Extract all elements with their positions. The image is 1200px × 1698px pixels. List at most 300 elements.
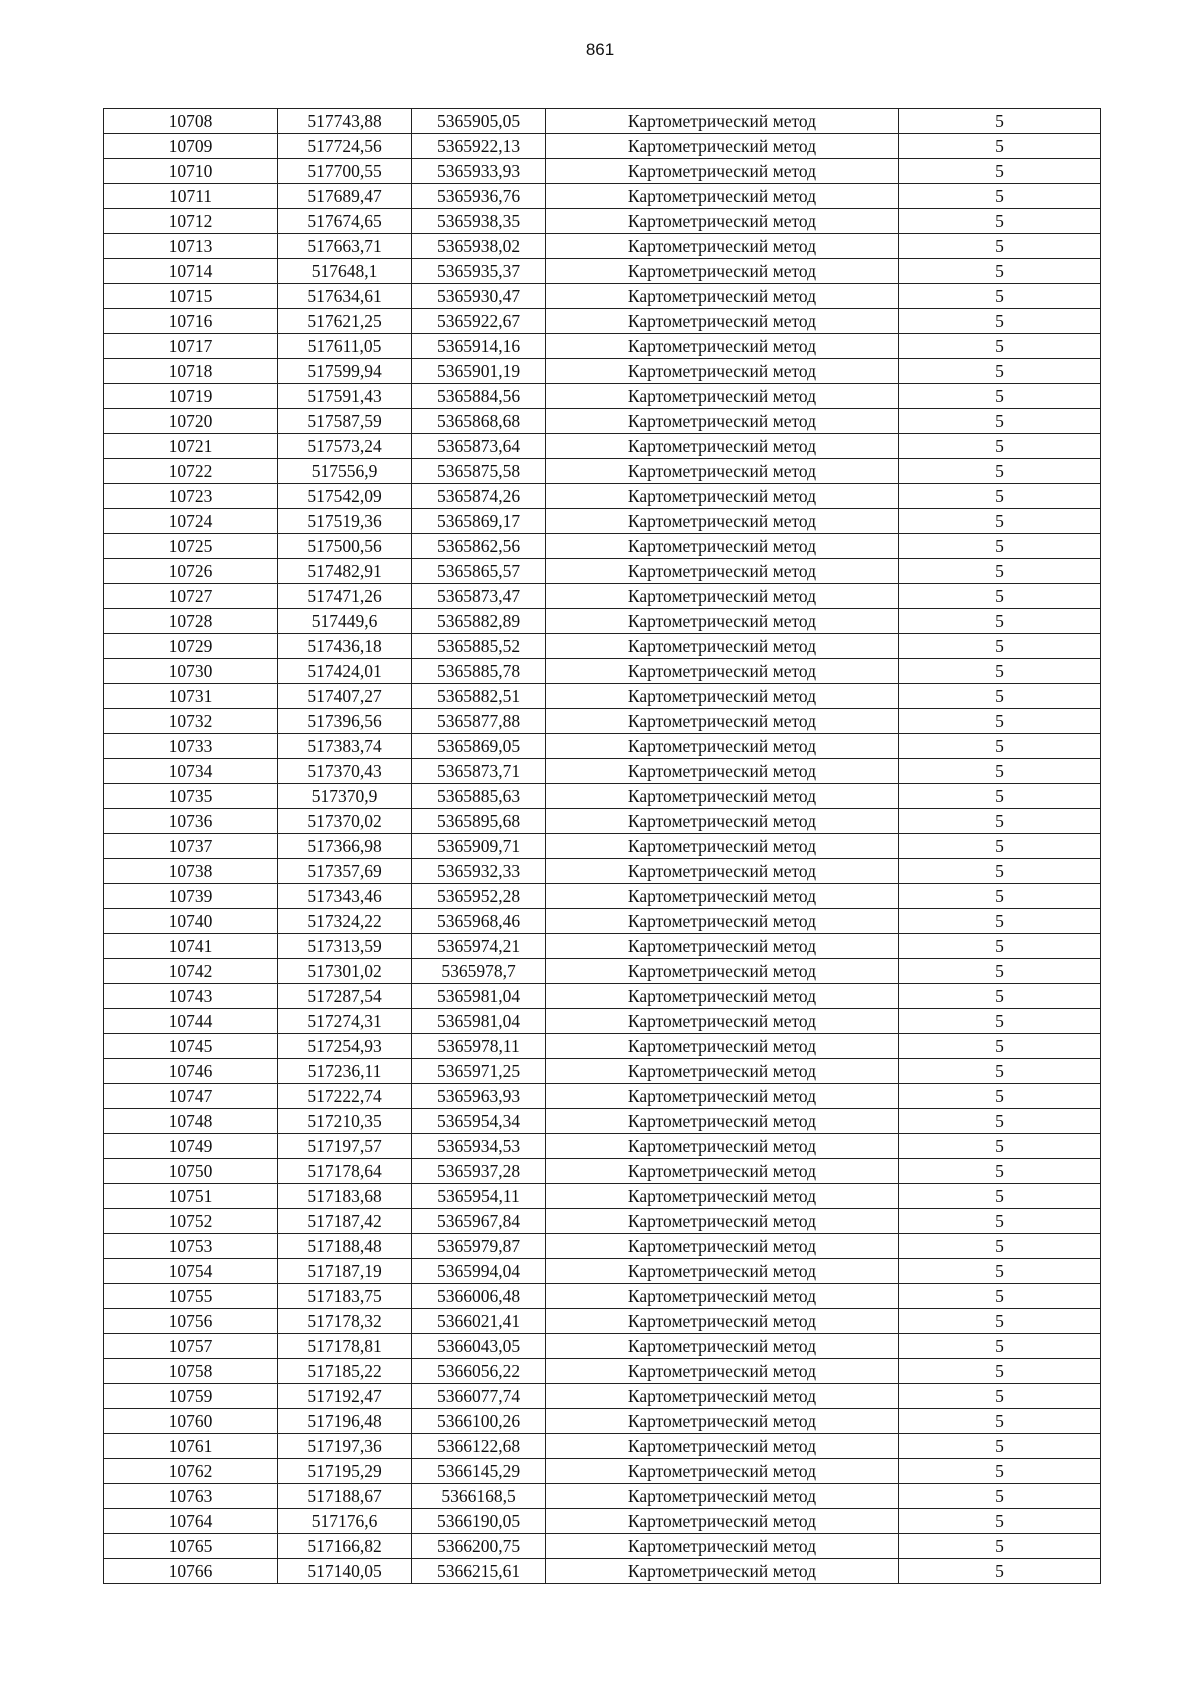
method-cell: Картометрический метод [546,1009,899,1034]
accuracy-cell: 5 [899,409,1101,434]
table-row [104,609,1101,634]
y-coordinate-cell: 5365981,04 [412,1009,546,1034]
table-row [104,984,1101,1009]
y-coordinate-cell: 5365875,58 [412,459,546,484]
y-coordinate-cell: 5366215,61 [412,1559,546,1584]
table-row [104,1409,1101,1434]
point-number-cell: 10727 [104,584,278,609]
table-row [104,684,1101,709]
y-coordinate-cell: 5365922,13 [412,134,546,159]
point-number-cell: 10738 [104,859,278,884]
table-row [104,1059,1101,1084]
point-number-cell: 10713 [104,234,278,259]
x-coordinate-cell: 517449,6 [278,609,412,634]
method-cell: Картометрический метод [546,1234,899,1259]
accuracy-cell: 5 [899,559,1101,584]
y-coordinate-cell: 5366168,5 [412,1484,546,1509]
table-row [104,809,1101,834]
y-coordinate-cell: 5365952,28 [412,884,546,909]
table-row [104,959,1101,984]
method-cell: Картометрический метод [546,1184,899,1209]
method-cell: Картометрический метод [546,1409,899,1434]
y-coordinate-cell: 5366145,29 [412,1459,546,1484]
accuracy-cell: 5 [899,1509,1101,1534]
accuracy-cell: 5 [899,184,1101,209]
accuracy-cell: 5 [899,1184,1101,1209]
point-number-cell: 10757 [104,1334,278,1359]
method-cell: Картометрический метод [546,1434,899,1459]
point-number-cell: 10742 [104,959,278,984]
y-coordinate-cell: 5365885,63 [412,784,546,809]
x-coordinate-cell: 517187,19 [278,1259,412,1284]
point-number-cell: 10750 [104,1159,278,1184]
x-coordinate-cell: 517471,26 [278,584,412,609]
accuracy-cell: 5 [899,1059,1101,1084]
accuracy-cell: 5 [899,1434,1101,1459]
point-number-cell: 10724 [104,509,278,534]
y-coordinate-cell: 5365934,53 [412,1134,546,1159]
method-cell: Картометрический метод [546,1084,899,1109]
accuracy-cell: 5 [899,984,1101,1009]
accuracy-cell: 5 [899,1234,1101,1259]
table-row [104,134,1101,159]
point-number-cell: 10756 [104,1309,278,1334]
x-coordinate-cell: 517210,35 [278,1109,412,1134]
point-number-cell: 10710 [104,159,278,184]
point-number-cell: 10726 [104,559,278,584]
accuracy-cell: 5 [899,1034,1101,1059]
accuracy-cell: 5 [899,459,1101,484]
table-row [104,1134,1101,1159]
y-coordinate-cell: 5365979,87 [412,1234,546,1259]
x-coordinate-cell: 517611,05 [278,334,412,359]
point-number-cell: 10721 [104,434,278,459]
table-row [104,1109,1101,1134]
table-row [104,1084,1101,1109]
method-cell: Картометрический метод [546,1209,899,1234]
accuracy-cell: 5 [899,1334,1101,1359]
accuracy-cell: 5 [899,1259,1101,1284]
method-cell: Картометрический метод [546,884,899,909]
table-row [104,109,1101,134]
table-row [104,734,1101,759]
y-coordinate-cell: 5365935,37 [412,259,546,284]
method-cell: Картометрический метод [546,709,899,734]
table-row [104,584,1101,609]
y-coordinate-cell: 5365936,76 [412,184,546,209]
table-row [104,1359,1101,1384]
point-number-cell: 10722 [104,459,278,484]
method-cell: Картометрический метод [546,934,899,959]
method-cell: Картометрический метод [546,684,899,709]
table-row [104,759,1101,784]
y-coordinate-cell: 5365932,33 [412,859,546,884]
point-number-cell: 10760 [104,1409,278,1434]
x-coordinate-cell: 517674,65 [278,209,412,234]
table-row [104,659,1101,684]
accuracy-cell: 5 [899,884,1101,909]
y-coordinate-cell: 5365873,47 [412,584,546,609]
table-row [104,1534,1101,1559]
method-cell: Картометрический метод [546,1459,899,1484]
table-row [104,1234,1101,1259]
point-number-cell: 10754 [104,1259,278,1284]
point-number-cell: 10733 [104,734,278,759]
point-number-cell: 10741 [104,934,278,959]
accuracy-cell: 5 [899,359,1101,384]
x-coordinate-cell: 517183,68 [278,1184,412,1209]
x-coordinate-cell: 517196,48 [278,1409,412,1434]
y-coordinate-cell: 5365873,71 [412,759,546,784]
y-coordinate-cell: 5365974,21 [412,934,546,959]
point-number-cell: 10731 [104,684,278,709]
point-number-cell: 10720 [104,409,278,434]
point-number-cell: 10708 [104,109,278,134]
y-coordinate-cell: 5366100,26 [412,1409,546,1434]
method-cell: Картометрический метод [546,1034,899,1059]
x-coordinate-cell: 517140,05 [278,1559,412,1584]
table-row [104,434,1101,459]
method-cell: Картометрический метод [546,1509,899,1534]
table-row [104,1259,1101,1284]
y-coordinate-cell: 5365981,04 [412,984,546,1009]
x-coordinate-cell: 517313,59 [278,934,412,959]
x-coordinate-cell: 517178,81 [278,1334,412,1359]
method-cell: Картометрический метод [546,1384,899,1409]
method-cell: Картометрический метод [546,1134,899,1159]
method-cell: Картометрический метод [546,434,899,459]
point-number-cell: 10758 [104,1359,278,1384]
accuracy-cell: 5 [899,534,1101,559]
x-coordinate-cell: 517197,57 [278,1134,412,1159]
y-coordinate-cell: 5365905,05 [412,109,546,134]
accuracy-cell: 5 [899,909,1101,934]
method-cell: Картометрический метод [546,584,899,609]
method-cell: Картометрический метод [546,284,899,309]
y-coordinate-cell: 5365954,11 [412,1184,546,1209]
y-coordinate-cell: 5365874,26 [412,484,546,509]
accuracy-cell: 5 [899,1359,1101,1384]
accuracy-cell: 5 [899,1134,1101,1159]
x-coordinate-cell: 517370,02 [278,809,412,834]
accuracy-cell: 5 [899,434,1101,459]
x-coordinate-cell: 517324,22 [278,909,412,934]
method-cell: Картометрический метод [546,159,899,184]
method-cell: Картометрический метод [546,959,899,984]
x-coordinate-cell: 517500,56 [278,534,412,559]
table-row [104,384,1101,409]
y-coordinate-cell: 5365909,71 [412,834,546,859]
y-coordinate-cell: 5365930,47 [412,284,546,309]
y-coordinate-cell: 5365937,28 [412,1159,546,1184]
page-number: 861 [585,40,615,59]
table-row [104,1459,1101,1484]
accuracy-cell: 5 [899,934,1101,959]
method-cell: Картометрический метод [546,134,899,159]
method-cell: Картометрический метод [546,734,899,759]
y-coordinate-cell: 5366200,75 [412,1534,546,1559]
table-row [104,784,1101,809]
point-number-cell: 10737 [104,834,278,859]
table-row [104,309,1101,334]
x-coordinate-cell: 517482,91 [278,559,412,584]
x-coordinate-cell: 517724,56 [278,134,412,159]
table-row [104,559,1101,584]
x-coordinate-cell: 517195,29 [278,1459,412,1484]
table-row [104,1209,1101,1234]
x-coordinate-cell: 517424,01 [278,659,412,684]
x-coordinate-cell: 517407,27 [278,684,412,709]
point-number-cell: 10763 [104,1484,278,1509]
x-coordinate-cell: 517197,36 [278,1434,412,1459]
method-cell: Картометрический метод [546,834,899,859]
accuracy-cell: 5 [899,1209,1101,1234]
y-coordinate-cell: 5366190,05 [412,1509,546,1534]
table-row [104,1484,1101,1509]
x-coordinate-cell: 517621,25 [278,309,412,334]
x-coordinate-cell: 517383,74 [278,734,412,759]
x-coordinate-cell: 517222,74 [278,1084,412,1109]
x-coordinate-cell: 517185,22 [278,1359,412,1384]
method-cell: Картометрический метод [546,109,899,134]
point-number-cell: 10723 [104,484,278,509]
point-number-cell: 10712 [104,209,278,234]
accuracy-cell: 5 [899,959,1101,984]
point-number-cell: 10711 [104,184,278,209]
method-cell: Картометрический метод [546,1109,899,1134]
point-number-cell: 10747 [104,1084,278,1109]
y-coordinate-cell: 5365882,51 [412,684,546,709]
table-row [104,834,1101,859]
accuracy-cell: 5 [899,834,1101,859]
method-cell: Картометрический метод [546,534,899,559]
x-coordinate-cell: 517166,82 [278,1534,412,1559]
table-row [104,459,1101,484]
accuracy-cell: 5 [899,1284,1101,1309]
x-coordinate-cell: 517370,43 [278,759,412,784]
table-row [104,409,1101,434]
y-coordinate-cell: 5365885,78 [412,659,546,684]
x-coordinate-cell: 517743,88 [278,109,412,134]
coordinates-table [103,108,1101,1584]
point-number-cell: 10732 [104,709,278,734]
x-coordinate-cell: 517178,32 [278,1309,412,1334]
accuracy-cell: 5 [899,1309,1101,1334]
x-coordinate-cell: 517357,69 [278,859,412,884]
accuracy-cell: 5 [899,734,1101,759]
table-row [104,1384,1101,1409]
accuracy-cell: 5 [899,684,1101,709]
x-coordinate-cell: 517663,71 [278,234,412,259]
y-coordinate-cell: 5365865,57 [412,559,546,584]
x-coordinate-cell: 517254,93 [278,1034,412,1059]
table-row [104,1009,1101,1034]
x-coordinate-cell: 517178,64 [278,1159,412,1184]
y-coordinate-cell: 5365978,7 [412,959,546,984]
method-cell: Картометрический метод [546,484,899,509]
coordinates-table-body [104,109,1101,1584]
method-cell: Картометрический метод [546,809,899,834]
accuracy-cell: 5 [899,484,1101,509]
point-number-cell: 10766 [104,1559,278,1584]
point-number-cell: 10761 [104,1434,278,1459]
y-coordinate-cell: 5366122,68 [412,1434,546,1459]
method-cell: Картометрический метод [546,659,899,684]
table-row [104,1559,1101,1584]
y-coordinate-cell: 5365895,68 [412,809,546,834]
point-number-cell: 10755 [104,1284,278,1309]
table-row [104,334,1101,359]
method-cell: Картометрический метод [546,1159,899,1184]
accuracy-cell: 5 [899,334,1101,359]
table-row [104,1184,1101,1209]
accuracy-cell: 5 [899,1109,1101,1134]
accuracy-cell: 5 [899,134,1101,159]
y-coordinate-cell: 5365862,56 [412,534,546,559]
y-coordinate-cell: 5365885,52 [412,634,546,659]
y-coordinate-cell: 5365884,56 [412,384,546,409]
y-coordinate-cell: 5366043,05 [412,1334,546,1359]
point-number-cell: 10743 [104,984,278,1009]
x-coordinate-cell: 517192,47 [278,1384,412,1409]
x-coordinate-cell: 517287,54 [278,984,412,1009]
x-coordinate-cell: 517188,67 [278,1484,412,1509]
point-number-cell: 10725 [104,534,278,559]
x-coordinate-cell: 517519,36 [278,509,412,534]
method-cell: Картометрический метод [546,334,899,359]
accuracy-cell: 5 [899,759,1101,784]
y-coordinate-cell: 5365938,02 [412,234,546,259]
table-row [104,259,1101,284]
accuracy-cell: 5 [899,709,1101,734]
accuracy-cell: 5 [899,1409,1101,1434]
accuracy-cell: 5 [899,809,1101,834]
accuracy-cell: 5 [899,209,1101,234]
table-row [104,884,1101,909]
table-row [104,234,1101,259]
accuracy-cell: 5 [899,609,1101,634]
point-number-cell: 10719 [104,384,278,409]
point-number-cell: 10744 [104,1009,278,1034]
point-number-cell: 10753 [104,1234,278,1259]
method-cell: Картометрический метод [546,784,899,809]
method-cell: Картометрический метод [546,184,899,209]
x-coordinate-cell: 517301,02 [278,959,412,984]
accuracy-cell: 5 [899,859,1101,884]
x-coordinate-cell: 517634,61 [278,284,412,309]
y-coordinate-cell: 5365954,34 [412,1109,546,1134]
y-coordinate-cell: 5365882,89 [412,609,546,634]
x-coordinate-cell: 517187,42 [278,1209,412,1234]
accuracy-cell: 5 [899,159,1101,184]
x-coordinate-cell: 517176,6 [278,1509,412,1534]
point-number-cell: 10736 [104,809,278,834]
accuracy-cell: 5 [899,1459,1101,1484]
method-cell: Картометрический метод [546,1334,899,1359]
x-coordinate-cell: 517587,59 [278,409,412,434]
table-row [104,934,1101,959]
method-cell: Картометрический метод [546,1534,899,1559]
method-cell: Картометрический метод [546,309,899,334]
table-row [104,634,1101,659]
table-row [104,1434,1101,1459]
point-number-cell: 10762 [104,1459,278,1484]
x-coordinate-cell: 517542,09 [278,484,412,509]
method-cell: Картометрический метод [546,1284,899,1309]
x-coordinate-cell: 517343,46 [278,884,412,909]
accuracy-cell: 5 [899,109,1101,134]
x-coordinate-cell: 517436,18 [278,634,412,659]
method-cell: Картометрический метод [546,634,899,659]
y-coordinate-cell: 5365869,17 [412,509,546,534]
point-number-cell: 10739 [104,884,278,909]
y-coordinate-cell: 5366077,74 [412,1384,546,1409]
point-number-cell: 10764 [104,1509,278,1534]
table-row [104,1334,1101,1359]
accuracy-cell: 5 [899,1009,1101,1034]
point-number-cell: 10729 [104,634,278,659]
accuracy-cell: 5 [899,1559,1101,1584]
table-row [104,534,1101,559]
table-row [104,1509,1101,1534]
y-coordinate-cell: 5365967,84 [412,1209,546,1234]
x-coordinate-cell: 517648,1 [278,259,412,284]
accuracy-cell: 5 [899,1084,1101,1109]
x-coordinate-cell: 517274,31 [278,1009,412,1034]
y-coordinate-cell: 5365933,93 [412,159,546,184]
method-cell: Картометрический метод [546,1259,899,1284]
y-coordinate-cell: 5365938,35 [412,209,546,234]
y-coordinate-cell: 5365978,11 [412,1034,546,1059]
method-cell: Картометрический метод [546,1484,899,1509]
point-number-cell: 10759 [104,1384,278,1409]
y-coordinate-cell: 5365968,46 [412,909,546,934]
accuracy-cell: 5 [899,259,1101,284]
point-number-cell: 10715 [104,284,278,309]
method-cell: Картометрический метод [546,259,899,284]
table-row [104,484,1101,509]
table-row [104,709,1101,734]
y-coordinate-cell: 5365869,05 [412,734,546,759]
method-cell: Картометрический метод [546,234,899,259]
point-number-cell: 10717 [104,334,278,359]
table-row [104,284,1101,309]
point-number-cell: 10749 [104,1134,278,1159]
x-coordinate-cell: 517599,94 [278,359,412,384]
method-cell: Картометрический метод [546,759,899,784]
x-coordinate-cell: 517556,9 [278,459,412,484]
accuracy-cell: 5 [899,234,1101,259]
x-coordinate-cell: 517689,47 [278,184,412,209]
y-coordinate-cell: 5365963,93 [412,1084,546,1109]
method-cell: Картометрический метод [546,209,899,234]
accuracy-cell: 5 [899,1159,1101,1184]
point-number-cell: 10730 [104,659,278,684]
method-cell: Картометрический метод [546,1559,899,1584]
accuracy-cell: 5 [899,509,1101,534]
x-coordinate-cell: 517183,75 [278,1284,412,1309]
table-row [104,1284,1101,1309]
method-cell: Картометрический метод [546,509,899,534]
y-coordinate-cell: 5365873,64 [412,434,546,459]
point-number-cell: 10745 [104,1034,278,1059]
y-coordinate-cell: 5365971,25 [412,1059,546,1084]
point-number-cell: 10728 [104,609,278,634]
point-number-cell: 10751 [104,1184,278,1209]
method-cell: Картометрический метод [546,384,899,409]
table-row [104,209,1101,234]
y-coordinate-cell: 5365868,68 [412,409,546,434]
